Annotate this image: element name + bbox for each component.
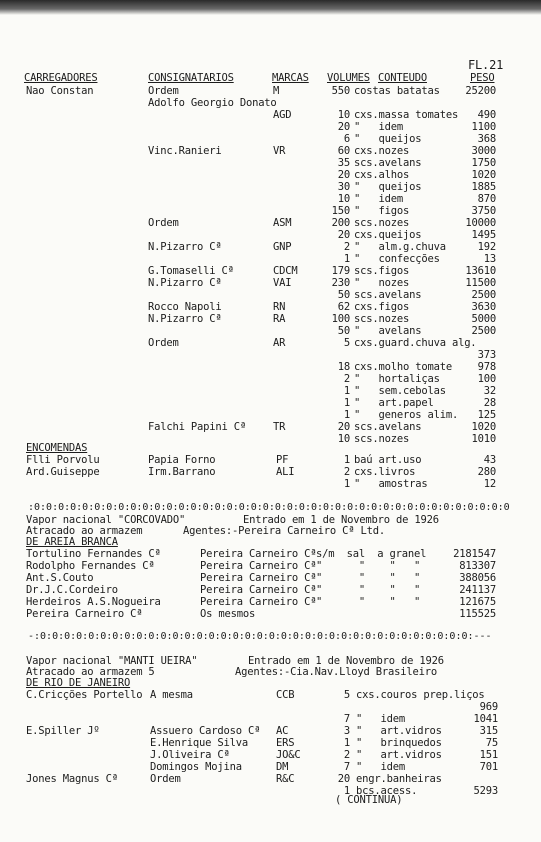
peso-cell: 121675 xyxy=(459,596,496,608)
conteudo-cell: s/m sal a granel xyxy=(316,548,427,560)
conteudo-cell: bcs.acess. xyxy=(356,785,418,797)
volume-cell: 1 xyxy=(343,409,350,421)
conteudo-cell: cxs.couros prep.liços xyxy=(356,689,485,701)
peso-cell: 368 xyxy=(477,133,496,145)
peso-cell: 43 xyxy=(483,454,496,466)
peso-cell: 1750 xyxy=(471,157,496,169)
conteudo-cell: cxs.nozes xyxy=(354,145,410,157)
marca-cell: JO&C xyxy=(276,749,301,761)
consignatario-cell: Pereira Carneiro Cª xyxy=(200,596,317,608)
consignatario-cell: Os mesmos xyxy=(200,608,256,620)
marca-cell: ERS xyxy=(276,737,295,749)
volume-cell: 150 xyxy=(331,205,350,217)
consignatario-cell: E.Henrique Silva xyxy=(150,737,248,749)
volume-cell: 7 xyxy=(343,713,350,725)
marca-cell: PF xyxy=(276,454,289,466)
peso-cell: 100 xyxy=(477,373,496,385)
continua-label: ( CONTINUA) xyxy=(335,794,403,806)
conteudo-cell: " idem xyxy=(356,713,405,725)
peso-cell: 1010 xyxy=(471,433,496,445)
conteudo-cell: " amostras xyxy=(354,478,428,490)
consignatario-cell: Pereira Carneiro Cª xyxy=(200,572,317,584)
origem-mantiqueira: DE RIO DE JANEIRO xyxy=(26,677,131,689)
volume-cell: 50 xyxy=(337,325,350,337)
volume-cell: 100 xyxy=(331,313,350,325)
conteudo-cell: scs.figos xyxy=(354,265,410,277)
carregador-cell: Rodolpho Fernandes Cª xyxy=(26,560,155,572)
volume-cell: 7 xyxy=(343,761,350,773)
volume-cell: 50 xyxy=(337,289,350,301)
peso-cell: 3630 xyxy=(471,301,496,313)
scan-dark-edge xyxy=(0,0,541,15)
peso-cell: 3000 xyxy=(471,145,496,157)
volume-cell: 1 xyxy=(343,785,350,797)
conteudo-cell: cxs.figos xyxy=(354,301,410,313)
volume-cell: 6 xyxy=(343,133,350,145)
peso-cell: 388056 xyxy=(459,572,496,584)
peso-cell: 13610 xyxy=(465,265,496,277)
consignatario-cell: Irm.Barrano xyxy=(148,466,216,478)
separator-1: :0:0:0:0:0:0:0:0:0:0:0:0:0:0:0:0:0:0:0:0:0:0:0:0:0:0:0:0:0:0:0:0:0:0:0:0:0:0:0:0 xyxy=(28,502,510,513)
conteudo-cell: " idem xyxy=(354,121,403,133)
volume-cell: 20 xyxy=(337,773,350,785)
consignatario-cell: Pereira Carneiro Cª xyxy=(200,560,317,572)
marca-cell: DM xyxy=(276,761,289,773)
conteudo-cell: " " " " xyxy=(316,596,421,608)
consignatario-cell: N.Pizarro Cª xyxy=(148,313,222,325)
conteudo-cell: " " " " xyxy=(316,584,421,596)
marca-cell: R&C xyxy=(276,773,295,785)
carregador-cell: Herdeiros A.S.Nogueira xyxy=(26,596,161,608)
volume-cell: 60 xyxy=(337,145,350,157)
peso-cell: 280 xyxy=(477,466,496,478)
entrada-mantiqueira: Entrado em 1 de Novembro de 1926 xyxy=(248,655,444,667)
marca-cell: CCB xyxy=(276,689,295,701)
peso-cell: 1020 xyxy=(471,169,496,181)
conteudo-cell: " art.vidros xyxy=(356,725,442,737)
marca-cell: AC xyxy=(276,725,289,737)
volume-cell: 20 xyxy=(337,121,350,133)
volume-cell: 2 xyxy=(343,749,350,761)
peso-cell: 5293 xyxy=(473,785,498,797)
consignatario-cell: Falchi Papini Cª xyxy=(148,421,246,433)
conteudo-cell: scs.nozes xyxy=(354,313,410,325)
atracado-mantiqueira: Atracado ao armazem 5 xyxy=(26,666,155,678)
volume-cell: 2 xyxy=(343,466,350,478)
volume-cell: 20 xyxy=(337,229,350,241)
peso-cell: 870 xyxy=(477,193,496,205)
consignatario-cell: Papia Forno xyxy=(148,454,216,466)
peso-cell: 2500 xyxy=(471,289,496,301)
consignatario-cell: Adolfo Georgio Donato xyxy=(148,97,277,109)
carregador-cell: Dr.J.C.Cordeiro xyxy=(26,584,118,596)
carregador-cell: C.Cricções Portello xyxy=(26,689,143,701)
volume-cell: 1 xyxy=(343,737,350,749)
volume-cell: 5 xyxy=(343,337,350,349)
peso-cell: 28 xyxy=(483,397,496,409)
volume-cell: 1 xyxy=(343,478,350,490)
peso-cell: 5000 xyxy=(471,313,496,325)
peso-cell: 115525 xyxy=(459,608,496,620)
volume-cell: 10 xyxy=(337,109,350,121)
consignatario-cell: Pereira Carneiro Cª xyxy=(200,584,317,596)
peso-cell: 1020 xyxy=(471,421,496,433)
volume-cell: 20 xyxy=(337,421,350,433)
volume-cell: 5 xyxy=(343,689,350,701)
volume-cell: 3 xyxy=(343,725,350,737)
volume-cell: 35 xyxy=(337,157,350,169)
consignatario-cell: J.Oliveira Cª xyxy=(150,749,230,761)
conteudo-cell: cxs.massa tomates xyxy=(354,109,459,121)
conteudo-cell: " art.vidros xyxy=(356,749,442,761)
peso-cell: 813307 xyxy=(459,560,496,572)
volume-cell: 1 xyxy=(343,253,350,265)
consignatario-cell: N.Pizarro Cª xyxy=(148,277,222,289)
peso-cell: 2500 xyxy=(471,325,496,337)
marca-cell: RN xyxy=(273,301,286,313)
peso-cell: 2181547 xyxy=(453,548,496,560)
peso-cell: 315 xyxy=(479,725,498,737)
conteudo-cell: cxs.molho tomate xyxy=(354,361,452,373)
carregador-cell: Flli Porvolu xyxy=(26,454,100,466)
header-volumes: VOLUMES xyxy=(327,72,370,84)
volume-cell: 1 xyxy=(343,397,350,409)
consignatario-cell: Ordem xyxy=(148,337,179,349)
marca-cell: M xyxy=(273,85,280,97)
peso-cell: 192 xyxy=(477,241,496,253)
conteudo-cell: cxs.queijos xyxy=(354,229,422,241)
carregador-cell: Ard.Guiseppe xyxy=(26,466,100,478)
consignatario-cell: Rocco Napoli xyxy=(148,301,222,313)
conteudo-cell: scs.nozes xyxy=(354,217,410,229)
conteudo-cell: " art.papel xyxy=(354,397,434,409)
marca-cell: CDCM xyxy=(273,265,298,277)
volume-cell: 62 xyxy=(337,301,350,313)
volume-cell: 1 xyxy=(343,385,350,397)
conteudo-cell: " " " " xyxy=(316,560,421,572)
conteudo-cell: scs.avelans xyxy=(354,289,422,301)
carregador-cell: Pereira Carneiro Cª xyxy=(26,608,143,620)
peso-cell: 241137 xyxy=(459,584,496,596)
conteudo-cell: " " " " xyxy=(316,572,421,584)
marca-cell: VAI xyxy=(273,277,292,289)
origem-corcovado: DE AREIA BRANCA xyxy=(26,536,118,548)
marca-cell: ALI xyxy=(276,466,295,478)
ship-name: Nao Constan xyxy=(26,85,94,97)
header-marcas: MARCAS xyxy=(272,72,309,84)
consignatario-cell: N.Pizarro Cª xyxy=(148,241,222,253)
volume-cell: 2 xyxy=(343,373,350,385)
marca-cell: ASM xyxy=(273,217,292,229)
conteudo-cell: " avelans xyxy=(354,325,422,337)
conteudo-cell: " alm.g.chuva xyxy=(354,241,446,253)
separator-2: -:0:0:0:0:0:0:0:0:0:0:0:0:0:0:0:0:0:0:0:0:0:0:0:0:0:0:0:0:0:0:0:0:0:0:0:0:--- xyxy=(28,631,492,642)
peso-cell: 373 xyxy=(477,349,496,361)
carregador-cell: Ant.S.Couto xyxy=(26,572,94,584)
conteudo-cell: scs.nozes xyxy=(354,433,410,445)
agentes-mantiqueira: Agentes:-Cia.Nav.Lloyd Brasileiro xyxy=(235,666,438,678)
header-consignatarios: CONSIGNATARIOS xyxy=(148,72,234,84)
consignatario-cell: Ordem xyxy=(150,773,181,785)
peso-cell: 1100 xyxy=(471,121,496,133)
peso-cell: 1041 xyxy=(473,713,498,725)
volume-cell: 2 xyxy=(343,241,350,253)
peso-cell: 32 xyxy=(483,385,496,397)
volume-cell: 20 xyxy=(337,169,350,181)
conteudo-cell: " generos alim. xyxy=(354,409,459,421)
conteudo-cell: engr.banheiras xyxy=(356,773,442,785)
volume-cell: 10 xyxy=(337,193,350,205)
consignatario-cell: G.Tomaselli Cª xyxy=(148,265,234,277)
agentes-corcovado: Agentes:-Pereira Carneiro Cª Ltd. xyxy=(183,525,386,537)
marca-cell: GNP xyxy=(273,241,292,253)
volume-cell: 18 xyxy=(337,361,350,373)
consignatario-cell: Assuero Cardoso Cª xyxy=(150,725,261,737)
peso-cell: 11500 xyxy=(465,277,496,289)
conteudo-cell: " queijos xyxy=(354,181,422,193)
carregador-cell: Jones Magnus Cª xyxy=(26,773,118,785)
marca-cell: TR xyxy=(273,421,286,433)
marca-cell: VR xyxy=(273,145,286,157)
volume-cell: 200 xyxy=(331,217,350,229)
encomendas-label: ENCOMENDAS xyxy=(26,442,88,454)
consignatario-cell: Ordem xyxy=(148,85,179,97)
marca-cell: AGD xyxy=(273,109,292,121)
marca-cell: RA xyxy=(273,313,286,325)
header-carregadores: CARREGADORES xyxy=(24,72,98,84)
conteudo-cell: cxs.livros xyxy=(354,466,416,478)
volume-cell: 30 xyxy=(337,181,350,193)
carregador-cell: E.Spiller Jº xyxy=(26,725,100,737)
volume-cell: 550 xyxy=(331,85,350,97)
volume-cell: 1 xyxy=(343,454,350,466)
atracado-corcovado: Atracado ao armazem xyxy=(26,525,143,537)
peso-cell: 12 xyxy=(483,478,496,490)
peso-cell: 3750 xyxy=(471,205,496,217)
conteudo-cell: " sem.cebolas xyxy=(354,385,446,397)
conteudo-cell: " confecções xyxy=(354,253,440,265)
peso-cell: 10000 xyxy=(465,217,496,229)
conteudo-cell: cxs.alhos xyxy=(354,169,410,181)
conteudo-cell: " brinquedos xyxy=(356,737,442,749)
peso-cell: 490 xyxy=(477,109,496,121)
peso-cell: 13 xyxy=(483,253,496,265)
consignatario-cell: A mesma xyxy=(150,689,193,701)
consignatario-cell: Domingos Mojina xyxy=(150,761,242,773)
conteudo-cell: " hortaliças xyxy=(354,373,440,385)
volume-cell: 179 xyxy=(331,265,350,277)
vapor-corcovado: Vapor nacional "CORCOVADO" xyxy=(26,514,186,526)
peso-cell: 25200 xyxy=(465,85,496,97)
conteudo-cell: " idem xyxy=(356,761,405,773)
consignatario-cell: Pereira Carneiro Cª xyxy=(200,548,317,560)
carregador-cell: Tortulino Fernandes Cª xyxy=(26,548,161,560)
peso-cell: 1495 xyxy=(471,229,496,241)
conteudo-cell: " idem xyxy=(354,193,403,205)
peso-cell: 125 xyxy=(477,409,496,421)
conteudo-cell: baú art.uso xyxy=(354,454,422,466)
vapor-mantiqueira: Vapor nacional "MANTI UEIRA" xyxy=(26,655,198,667)
volume-cell: 10 xyxy=(337,433,350,445)
peso-cell: 151 xyxy=(479,749,498,761)
conteudo-cell: cxs.guard.chuva alg. xyxy=(354,337,477,349)
header-conteudo: CONTEUDO xyxy=(378,72,427,84)
peso-cell: 75 xyxy=(485,737,498,749)
peso-cell: 978 xyxy=(477,361,496,373)
conteudo-cell: " nozes xyxy=(354,277,410,289)
conteudo-cell: " figos xyxy=(354,205,410,217)
header-peso: PESO xyxy=(470,72,495,84)
volume-cell: 230 xyxy=(331,277,350,289)
conteudo-cell: scs.avelans xyxy=(354,421,422,433)
conteudo-cell: scs.avelans xyxy=(354,157,422,169)
peso-cell: 701 xyxy=(479,761,498,773)
page-number: FL.21 xyxy=(468,58,504,72)
peso-cell: 969 xyxy=(479,701,498,713)
conteudo-cell: costas batatas xyxy=(354,85,440,97)
conteudo-cell: " queijos xyxy=(354,133,422,145)
peso-cell: 1885 xyxy=(471,181,496,193)
entrada-corcovado: Entrado em 1 de Novembro de 1926 xyxy=(243,514,439,526)
consignatario-cell: Vinc.Ranieri xyxy=(148,145,222,157)
consignatario-cell: Ordem xyxy=(148,217,179,229)
marca-cell: AR xyxy=(273,337,286,349)
